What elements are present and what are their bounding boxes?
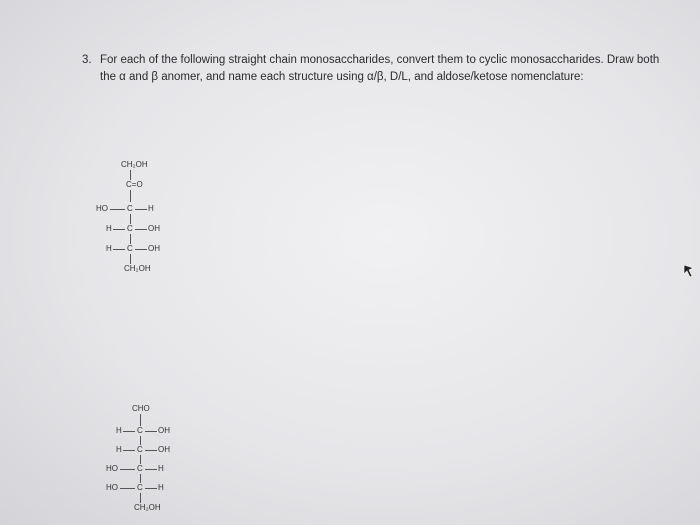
ketose-bond xyxy=(110,209,125,210)
aldose-bond xyxy=(140,455,141,464)
aldose-fischer-projection xyxy=(100,404,190,519)
aldose-bond xyxy=(145,431,157,432)
aldose-c2-center: C xyxy=(137,426,143,435)
aldose-bond xyxy=(140,436,141,445)
aldose-c2-left: H xyxy=(116,426,122,435)
ketose-c5-right: OH xyxy=(148,244,160,253)
aldose-bond xyxy=(145,450,157,451)
ketose-c5-left: H xyxy=(106,244,112,253)
aldose-bond xyxy=(123,450,135,451)
aldose-bond xyxy=(145,488,157,489)
ketose-bond xyxy=(135,209,147,210)
ketose-c4-right: OH xyxy=(148,224,160,233)
mouse-pointer-icon xyxy=(683,264,695,278)
ketose-bottom-group: CH₂OH xyxy=(124,264,151,273)
aldose-c5-right: H xyxy=(158,483,164,492)
question-text: For each of the following straight chain monosaccharides, convert them to cyclic monosaccharides. Draw both the α and β anomer, and name each structure using α/β, D/L, and aldose/ketose nomenclature: xyxy=(100,54,660,83)
ketose-c3-center: C xyxy=(127,204,133,213)
aldose-bond xyxy=(145,469,157,470)
aldose-bond xyxy=(140,493,141,503)
ketose-bond xyxy=(113,229,125,230)
aldose-c5-center: C xyxy=(137,483,143,492)
ketose-bond xyxy=(130,234,131,244)
question-number: 3. xyxy=(82,54,92,66)
aldose-c4-left: HO xyxy=(106,464,118,473)
aldose-top-group: CHO xyxy=(132,404,150,413)
ketose-carbonyl: C=O xyxy=(126,180,143,189)
ketose-bond xyxy=(130,190,131,202)
ketose-bond xyxy=(130,254,131,264)
ketose-bond xyxy=(130,214,131,224)
aldose-c2-right: OH xyxy=(158,426,170,435)
ketose-c5-center: C xyxy=(127,244,133,253)
aldose-bond xyxy=(120,488,135,489)
ketose-bond xyxy=(135,229,147,230)
ketose-bond xyxy=(130,170,131,180)
aldose-c3-right: OH xyxy=(158,445,170,454)
aldose-c5-left: HO xyxy=(106,483,118,492)
ketose-c3-left: HO xyxy=(96,204,108,213)
aldose-bond xyxy=(140,414,141,426)
ketose-bond xyxy=(113,249,125,250)
ketose-c4-left: H xyxy=(106,224,112,233)
aldose-bottom-group: CH₂OH xyxy=(134,503,161,512)
aldose-c4-center: C xyxy=(137,464,143,473)
aldose-bond xyxy=(123,431,135,432)
aldose-bond xyxy=(140,474,141,483)
aldose-c3-left: H xyxy=(116,445,122,454)
aldose-bond xyxy=(120,469,135,470)
aldose-c3-center: C xyxy=(137,445,143,454)
ketose-c3-right: H xyxy=(148,204,154,213)
ketose-bond xyxy=(135,249,147,250)
aldose-c4-right: H xyxy=(158,464,164,473)
ketose-c4-center: C xyxy=(127,224,133,233)
ketose-top-group: CH₂OH xyxy=(121,160,148,169)
ketose-fischer-projection xyxy=(90,160,180,280)
